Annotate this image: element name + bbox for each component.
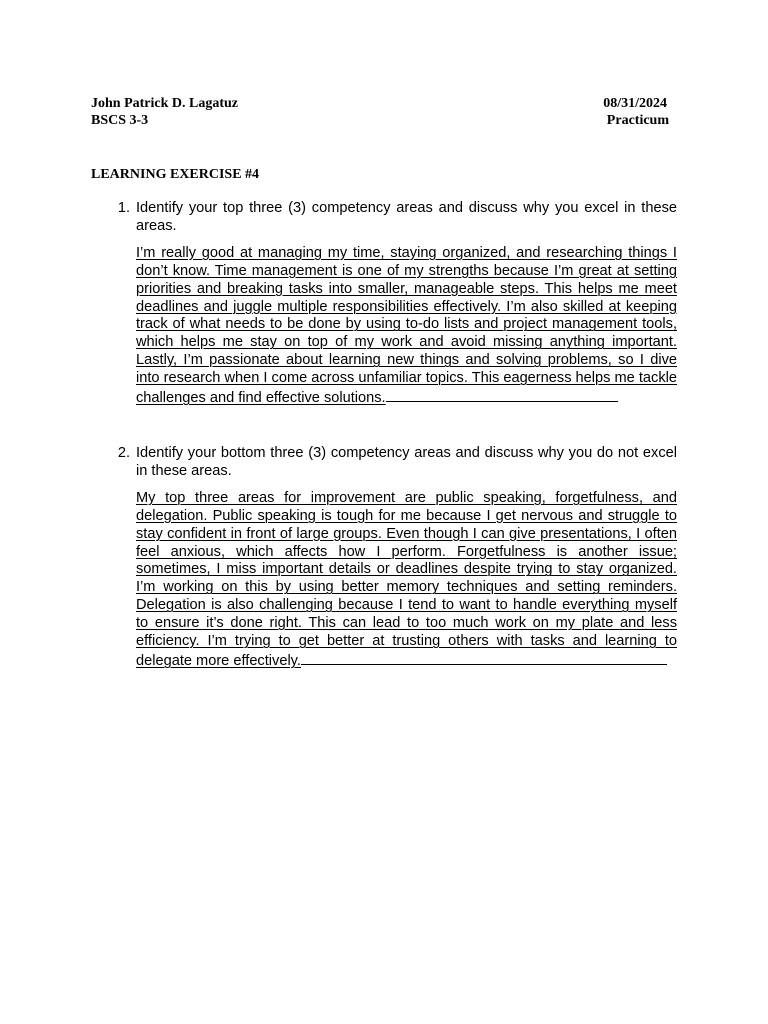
question-item [106, 200, 677, 408]
answer-body: I’m really good at managing my time, staying organized, and researching things I don’t know. Time management is one of my strengths because I’m great at setting priorities and breaking tasks into smaller, manageable steps. This helps me meet deadlines and juggle multiple responsibilities effectively. I’m also skilled at keeping track of what needs to be done by using to-do lists and project management tools, which helps me stay on top of my work and avoid missing anything important. Lastly, I’m passionate about learning new things and solving problems, so I dive into research when I come across unfamiliar topics. This eagerness helps me tackle challenges and find effective solutions. [136, 244, 677, 407]
question-number: 1. [117, 200, 130, 216]
question-prompt: Identify your bottom three (3) competency areas and discuss why you do not excel in these areas. [136, 445, 677, 479]
answer-blank-line [386, 388, 618, 402]
student-section: BSCS 3-3 [91, 113, 149, 128]
document-date: 08/31/2024 [603, 96, 667, 111]
course-name: Practicum [606, 113, 669, 128]
question-item [106, 445, 677, 671]
answer-text [136, 490, 677, 671]
answer-blank-line [301, 651, 667, 665]
question-prompt: Identify your top three (3) competency areas and discuss why you excel in these areas. [136, 200, 677, 234]
question-number: 2. [117, 445, 130, 461]
answer-body: My top three areas for improvement are public speaking, forgetfulness, and delegation. Public speaking is tough for me because I get nervous and struggle to stay confident in front of large groups. Even though I can give presentations, I often feel anxious, which affects how I perform. Forgetfulness is another issue; sometimes, I miss important details or deadlines despite trying to stay organized. I’m working on this by using better memory techniques and setting reminders. Delegation is also challenging because I tend to want to handle everything myself to ensure it’s done right. This can lead to too much work on my plate and less efficiency. I’m trying to get better at trusting others with tasks and learning to delegate more effectively. [136, 489, 677, 669]
exercise-title: LEARNING EXERCISE #4 [91, 167, 260, 182]
header-right [603, 95, 669, 129]
answer-text [136, 245, 677, 408]
header-left [91, 95, 238, 129]
student-name: John Patrick D. Lagatuz [91, 96, 238, 111]
